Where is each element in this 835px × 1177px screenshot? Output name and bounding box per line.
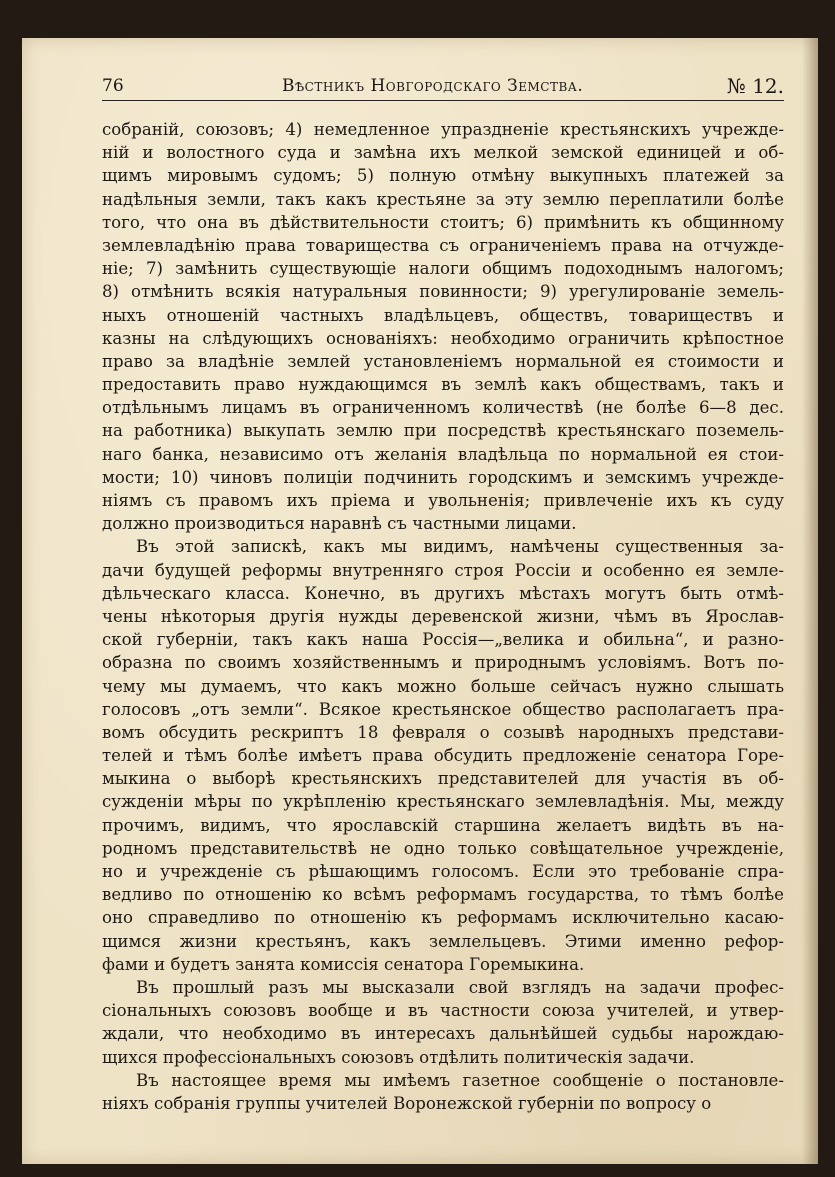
text-line: чему мы думаемъ, что какъ можно больше сейчасъ нужно слышать — [102, 676, 784, 696]
text-line: вомъ обсудить рескриптъ 18 февраля о созывѣ народныхъ представи- — [102, 722, 784, 742]
text-line: сіональныхъ союзовъ вообще и въ частности союза учителей, и утвер- — [102, 1001, 784, 1021]
text-line: щимся жизни крестьянъ, какъ землельцевъ. Этими именно рефор- — [102, 931, 784, 951]
issue-number: № 12. — [726, 74, 784, 98]
text-line: дѣльческаго класса. Конечно, въ другихъ мѣстахъ могутъ быть отмѣ- — [102, 583, 784, 603]
text-line: ніямъ съ правомъ ихъ пріема и увольненія; привлеченіе ихъ къ суду — [102, 491, 784, 510]
text-line: надѣльныя земли, такъ какъ крестьяне за эту землю переплатили болѣе — [102, 189, 784, 209]
text-line: голосовъ „отъ земли“. Всякое крестьянское общество располагаетъ пра- — [102, 699, 784, 719]
running-title: Вѣстникъ Новгородскаго Земства. — [282, 76, 584, 96]
text-line: прочимъ, видимъ, что ярославскій старшина желаетъ видѣть въ на- — [102, 815, 784, 835]
text-line: казны на слѣдующихъ основаніяхъ: необходимо ограничить крѣпостное — [102, 328, 784, 348]
body-text — [102, 118, 784, 1115]
text-line: мыкина о выборѣ крестьянскихъ представителей для участія въ об- — [102, 769, 784, 789]
text-line: отдѣльнымъ лицамъ въ ограниченномъ количествѣ (не болѣе 6—8 дес. — [102, 398, 784, 418]
text-line: того, что она въ дѣйствительности стоитъ; 6) примѣнить къ общинному — [102, 212, 784, 232]
paragraph — [102, 1069, 784, 1115]
text-line: собраній, союзовъ; 4) немедленное упраздненіе крестьянскихъ учрежде- — [102, 120, 784, 139]
text-line: Въ этой запискѣ, какъ мы видимъ, намѣчены существенныя за- — [136, 537, 784, 557]
paragraph — [102, 118, 784, 535]
page-edge-shadow — [802, 38, 818, 1164]
text-line: дачи будущей реформы внутренняго строя Россіи и особенно ея земле- — [102, 560, 784, 580]
text-line: образна по своимъ хозяйственнымъ и природнымъ условіямъ. Вотъ по- — [102, 653, 784, 673]
text-line: 8) отмѣнить всякія натуральныя повинности; 9) урегулированіе земель- — [102, 282, 784, 302]
text-line: фами и будетъ занята комиссія сенатора Горемыкина. — [102, 954, 585, 974]
text-line: землевладѣнію права товарищества съ ограниченіемъ права на отчужде- — [102, 235, 784, 255]
text-line: родномъ представительствѣ не одно только совѣщательное учрежденіе, — [102, 838, 784, 858]
text-line: чены нѣкоторыя другія нужды деревенской жизни, чѣмъ въ Ярослав- — [102, 606, 784, 626]
text-line: право за владѣніе землей установленіемъ нормальной ея стоимости и — [102, 351, 784, 371]
text-line: ній и волостного суда и замѣна ихъ мелкой земской единицей и об- — [102, 143, 784, 163]
text-line: ждали, что необходимо въ интересахъ дальнѣйшей судьбы нарождаю- — [102, 1024, 784, 1044]
text-line: должно производиться наравнѣ съ частными лицами. — [102, 514, 577, 534]
text-line: наго банка, независимо отъ желанія владѣльца по нормальной ея стои- — [102, 444, 784, 464]
text-line: телей и тѣмъ болѣе имѣетъ права обсудить предложеніе сенатора Горе- — [102, 746, 784, 766]
text-line: мости; 10) чиновъ полиціи подчинить городскимъ и земскимъ учрежде- — [102, 467, 784, 487]
text-line: но и учрежденіе съ рѣшающимъ голосомъ. Если это требованіе спра- — [102, 862, 784, 881]
text-line: ніе; 7) замѣнить существующіе налоги общимъ подоходнымъ налогомъ; — [102, 259, 784, 279]
paragraph — [102, 535, 784, 976]
paragraph — [102, 976, 784, 1069]
text-line: щихся профессіональныхъ союзовъ отдѣлить политическія задачи. — [102, 1047, 695, 1067]
text-line: Въ прошлый разъ мы высказали свой взглядъ на задачи профес- — [136, 977, 784, 997]
text-line: сужденіи мѣры по укрѣпленію крестьянскаго землевладѣнія. Мы, между — [102, 792, 784, 812]
text-line: Въ настоящее время мы имѣемъ газетное сообщеніе о постановле- — [136, 1070, 784, 1090]
text-line: ныхъ отношеній частныхъ владѣльцевъ, обществъ, товариществъ и — [102, 305, 784, 325]
text-line: предоставить право нуждающимся въ землѣ какъ обществамъ, такъ и — [102, 375, 784, 395]
text-line: ведливо по отношенію ко всѣмъ реформамъ государства, то тѣмъ болѣе — [102, 885, 784, 905]
text-line: на работника) выкупать землю при посредствѣ крестьянскаго поземель- — [102, 421, 784, 441]
page-number: 76 — [102, 76, 124, 96]
document-page — [22, 38, 818, 1164]
page-header — [102, 72, 784, 102]
header-rule — [102, 100, 784, 101]
text-line: ніяхъ собранія группы учителей Воронежской губерніи по вопросу о — [102, 1093, 712, 1113]
text-line: оно справедливо по отношенію къ реформамъ исключительно касаю- — [102, 908, 784, 928]
text-line: ской губерніи, такъ какъ наша Россія—„велика и обильна“, и разно- — [102, 630, 784, 650]
text-line: щимъ мировымъ судомъ; 5) полную отмѣну выкупныхъ платежей за — [102, 166, 784, 186]
